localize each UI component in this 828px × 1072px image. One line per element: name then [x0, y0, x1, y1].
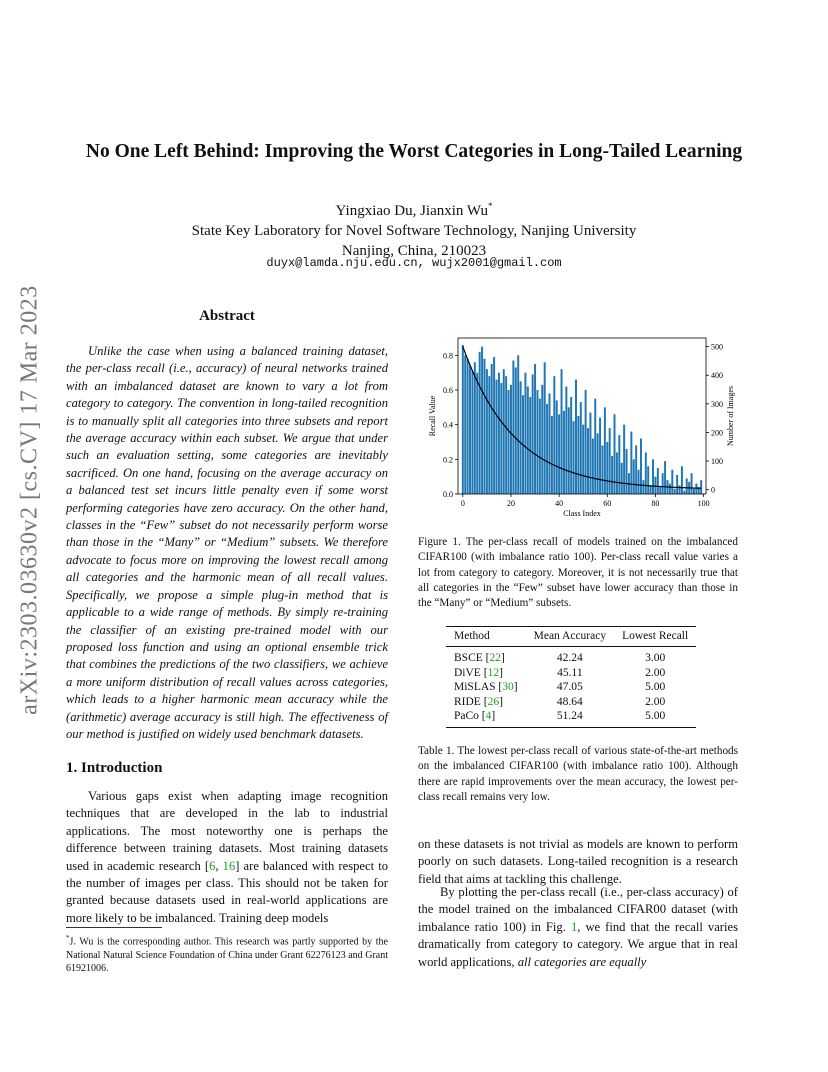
citation-link[interactable]: 6: [209, 858, 216, 873]
x-tick-label: 80: [651, 499, 660, 508]
figure-caption: Figure 1. The per-class recall of models trained on the imbalanced CIFAR100 (with imbalance ratio 100). Per-class recall value varies a lot from category to category. Moreover, it is not necessarily true that all categories in the “Few” subset have lower accuracy than those in the “Many” or “Medium” subsets.: [418, 536, 738, 610]
bar: [633, 459, 635, 494]
method-cell: DiVE [12]: [454, 666, 503, 679]
method-cell: BSCE [22]: [454, 652, 505, 664]
citation-link[interactable]: 30: [502, 681, 514, 694]
abstract-heading: Abstract: [199, 308, 255, 324]
citation-link[interactable]: 12: [487, 666, 500, 679]
bar: [539, 399, 541, 494]
mean-cell: 48.64: [556, 695, 583, 708]
bar: [563, 411, 565, 494]
bar: [647, 466, 649, 494]
intro-heading: 1. Introduction: [66, 760, 163, 776]
bar: [671, 470, 673, 494]
mean-cell: 51.24: [526, 709, 614, 727]
bar: [582, 425, 584, 494]
bar: [654, 477, 656, 494]
y-tick-label: 0.4: [443, 420, 453, 430]
bar: [553, 376, 555, 494]
table-caption: Table 1. The lowest per-class recall of various state-of-the-art methods on the imbalanced CIFAR100 (with imbalance ratio 100). Although there are rapid improvements over the mean accuracy, the lowest per-class recall remains very low.: [418, 745, 738, 803]
bar: [700, 480, 702, 494]
bar: [650, 485, 652, 494]
bar: [549, 393, 551, 494]
bar: [476, 373, 478, 494]
bar: [512, 361, 514, 494]
y-tick-label: 0.8: [443, 351, 453, 361]
bar: [669, 484, 671, 494]
bar: [676, 475, 678, 494]
bar: [652, 459, 654, 494]
results-table: [446, 626, 696, 728]
bar: [532, 374, 534, 494]
recall-chart: [418, 328, 758, 524]
bar: [621, 463, 623, 494]
bar: [503, 369, 505, 494]
footnote: *J. Wu is the corresponding author. This research was partly supported by the National Natural Science Foundation of China under Grant 62276123 and Grant 61921006.: [66, 934, 388, 975]
col-header-method: Method: [446, 627, 526, 647]
mean-cell: 47.05: [556, 681, 583, 694]
bar: [693, 489, 695, 494]
arxiv-identifier: arXiv:2303.03630v2 [cs.CV] 17 Mar 2023: [16, 285, 43, 715]
bar: [520, 381, 522, 494]
location: Nanjing, China, 210023: [341, 243, 487, 259]
bar: [529, 397, 531, 494]
bar: [500, 383, 502, 494]
y2-axis-label: Number of Images: [726, 386, 735, 446]
bar: [645, 452, 647, 494]
intro-paragraph: Various gaps exist when adapting image recognition techniques that are developed in the lab to industrial applications. The most noteworthy one is perhaps the difference between training datasets. Most training datasets used in academic research [6, 16] are balanced with respect to the number of images per class. This should not be taken for granted because datasets used in real-world applications are more likely to be imbalanced. Training deep models: [66, 789, 389, 925]
table-row: [446, 666, 696, 681]
bar: [570, 397, 572, 494]
bar: [597, 433, 599, 494]
bar: [635, 445, 637, 494]
x-axis-label: Class Index: [563, 509, 601, 518]
bar: [695, 484, 697, 494]
col-header-mean: Mean Accuracy: [526, 627, 614, 647]
lowest-cell: 5.00: [645, 681, 666, 694]
citation-link[interactable]: 22: [489, 652, 501, 664]
y-tick-label: 0.0: [443, 490, 453, 499]
bar: [686, 478, 688, 494]
bar: [616, 452, 618, 494]
bar: [486, 369, 488, 494]
bar: [483, 359, 485, 494]
lowest-cell: 3.00: [645, 652, 666, 664]
abstract-text: Unlike the case when using a balanced training dataset, the per-class recall (i.e., accuracy) of neural networks trained with an imbalanced dataset are known to vary a lot from category to category. The convention in long-tailed recognition is to manually split all categories into three subsets and report the average accuracy within each subset. We argue that under such an evaluation setting, some categories are inevitably sacrificed. On one hand, focusing on the average accuracy on a balanced test set incurs little penalty even if some worst performing categories have zero accuracy. On the other hand, classes in the “Few” subset do not necessarily perform worse than those in the “Many” or “Medium” subsets. We therefore advocate to focus more on improving the lowest recall among all categories and the harmonic mean of all recall values. Specifically, we propose a simple plug-in method that is applicable to a wide range of methods. By simply re-training the classifier of an existing pre-trained model with our proposed loss function and using an optional ensemble trick that combines the predictions of the two classifiers, we achieve a more uniform distribution of recall values across categories, which leads to a higher harmonic mean accuracy while the (arithmetic) average accuracy is still high. The effectiveness of our method is justified on widely used benchmark datasets.: [66, 344, 388, 741]
body-paragraph: on these datasets is not trivial as models are known to perform poorly on such datasets. Long-tailed recognition is a research field that aims at tackling this challenge.: [418, 837, 738, 886]
bar: [594, 399, 596, 494]
table-row: [446, 680, 696, 695]
y2-tick-label: 100: [711, 457, 723, 467]
bar: [556, 400, 558, 494]
bar: [481, 347, 483, 494]
citation-link[interactable]: 4: [485, 710, 492, 723]
y2-tick-label: 0: [711, 485, 715, 495]
bar: [575, 380, 577, 494]
bar: [469, 366, 471, 494]
bar: [638, 470, 640, 494]
lowest-cell: 5.00: [614, 709, 696, 727]
col-header-lowest: Lowest Recall: [614, 627, 696, 647]
bar: [561, 369, 563, 494]
bar: [580, 402, 582, 494]
y2-tick-label: 300: [711, 399, 723, 409]
x-tick-label: 100: [697, 499, 710, 508]
bar: [544, 362, 546, 494]
arxiv-sidebar: [10, 280, 50, 720]
bar: [674, 489, 676, 494]
bar: [618, 435, 620, 494]
bar: [471, 371, 473, 494]
bar: [664, 461, 666, 494]
bar: [536, 390, 538, 494]
bar: [599, 418, 601, 494]
bar: [611, 456, 613, 494]
author-names: Yingxiao Du, Jianxin Wu*: [335, 201, 493, 219]
bar: [505, 376, 507, 494]
bar: [510, 385, 512, 494]
bar: [541, 385, 543, 494]
bar: [573, 421, 575, 494]
table-row: [446, 695, 696, 710]
figure-link[interactable]: 1: [570, 919, 578, 934]
bar: [609, 428, 611, 494]
lowest-cell: 2.00: [645, 666, 666, 679]
y-tick-label: 0.6: [443, 386, 453, 395]
bar: [662, 473, 664, 494]
bar: [551, 416, 553, 494]
author-emails: duyx@lamda.nju.edu.cn, wujx2001@gmail.com: [266, 256, 562, 270]
bar: [601, 445, 603, 494]
bar: [508, 390, 510, 494]
bar: [691, 473, 693, 494]
bar: [642, 480, 644, 494]
bar: [606, 442, 608, 494]
x-tick-label: 0: [460, 499, 465, 508]
bar: [657, 468, 659, 494]
bar: [474, 362, 476, 494]
bar: [546, 404, 548, 494]
bar: [568, 407, 570, 494]
method-cell: RIDE [26]: [454, 695, 503, 708]
table-header-row: [446, 627, 696, 647]
mean-cell: 45.11: [557, 666, 583, 679]
citation-link[interactable]: 16: [222, 858, 236, 873]
bar: [585, 390, 587, 494]
bar: [527, 387, 529, 494]
y2-tick-label: 400: [711, 371, 723, 381]
bar: [496, 380, 498, 494]
bar: [467, 359, 469, 494]
bar: [683, 491, 685, 494]
method-cell: MiSLAS [30]: [454, 681, 518, 694]
table-row: [446, 647, 696, 666]
bar: [589, 413, 591, 494]
paper-title: No One Left Behind: Improving the Worst Categories in Long-Tailed Learning: [85, 141, 743, 162]
bar: [558, 414, 560, 494]
mean-cell: 42.24: [556, 652, 583, 664]
bar: [659, 487, 661, 494]
affiliation: State Key Laboratory for Novel Software Technology, Nanjing University: [191, 223, 637, 239]
citation-link[interactable]: 26: [487, 695, 500, 708]
x-tick-label: 40: [555, 499, 564, 508]
x-tick-label: 60: [603, 499, 612, 508]
bar: [498, 373, 500, 494]
bar: [587, 428, 589, 494]
bar: [464, 355, 466, 494]
bar: [493, 357, 495, 494]
bar: [534, 364, 536, 494]
bar: [565, 387, 567, 494]
bar: [679, 485, 681, 494]
author-block: [60, 196, 768, 261]
bar: [491, 364, 493, 494]
plot-frame: [458, 338, 706, 494]
bar: [681, 466, 683, 494]
bar: [592, 439, 594, 494]
y-tick-label: 0.2: [443, 455, 453, 465]
body-paragraph: By plotting the per-class recall (i.e., per-class accuracy) of the model trained on the imbalanced CIFAR00 dataset (with imbalance ratio 100) in Fig. 1, we find that the recall varies dramatically from category to category. We argue that in real world applications, all categories are equally: [418, 885, 738, 969]
bar: [462, 345, 464, 494]
bar: [517, 355, 519, 494]
y-axis-label: Recall Value: [428, 395, 437, 437]
x-tick-label: 20: [506, 499, 515, 508]
y2-tick-label: 200: [711, 428, 723, 438]
bar: [577, 416, 579, 494]
lowest-cell: 2.00: [645, 695, 666, 708]
bar: [488, 376, 490, 494]
bar: [515, 367, 517, 494]
y2-tick-label: 500: [711, 342, 723, 352]
footnote-divider: [66, 927, 162, 928]
bar: [626, 449, 628, 494]
method-cell: PaCo [4]: [446, 709, 526, 727]
bar: [479, 352, 481, 494]
bar: [524, 373, 526, 494]
table-row: [446, 709, 696, 727]
